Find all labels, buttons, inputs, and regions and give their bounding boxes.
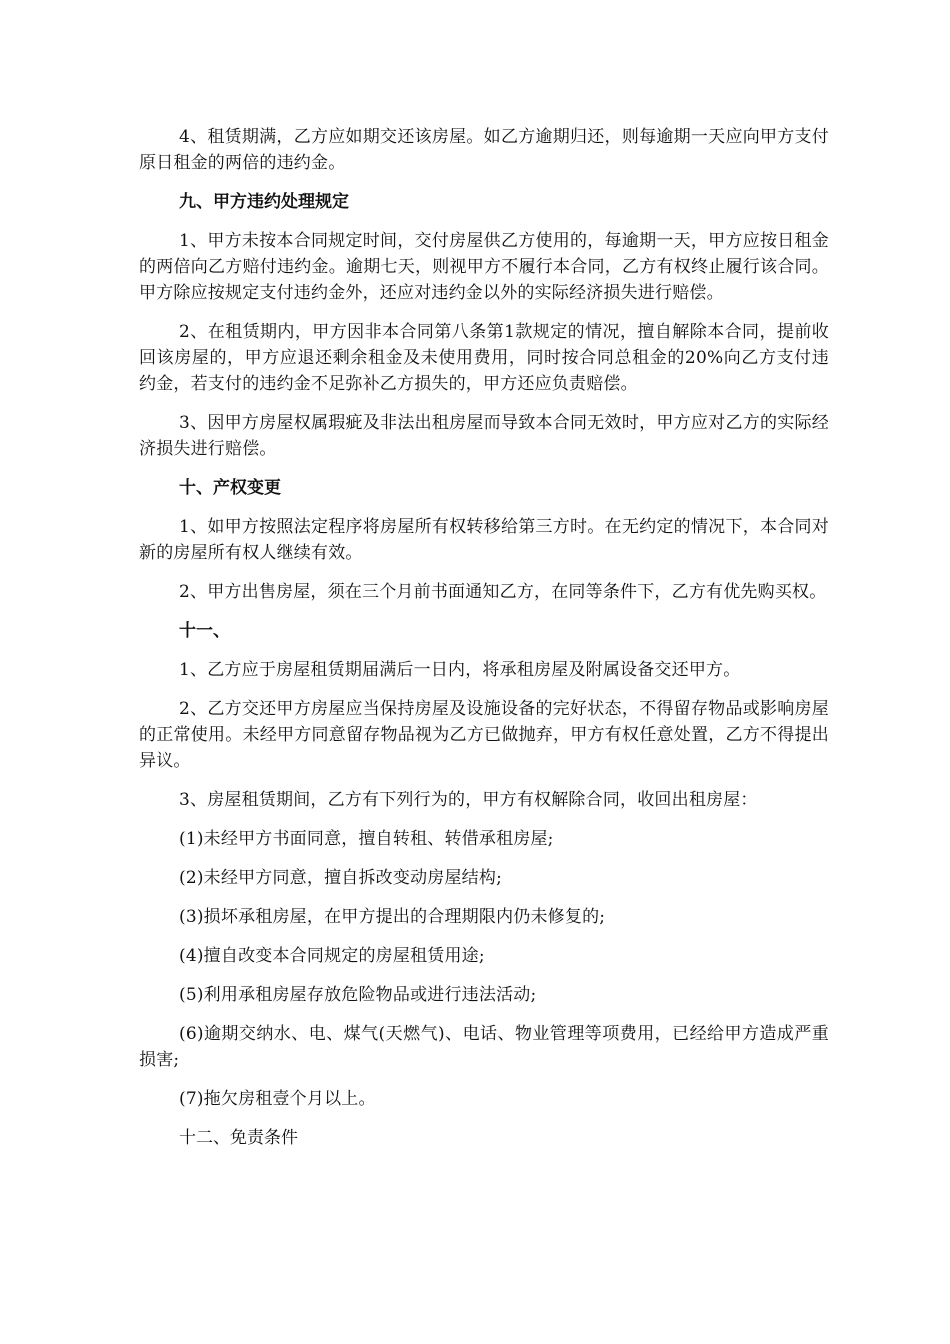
document-page bbox=[139, 124, 829, 1164]
list-item-2: (2)未经甲方同意，擅自拆改变动房屋结构; bbox=[179, 868, 503, 888]
list-item-1: (1)未经甲方书面同意，擅自转租、转借承租房屋; bbox=[179, 829, 554, 849]
list-item-4: (4)擅自改变本合同规定的房屋租赁用途; bbox=[179, 946, 485, 966]
list-item-5: (5)利用承租房屋存放危险物品或进行违法活动; bbox=[179, 985, 537, 1005]
section-heading-9: 九、甲方违约处理规定 bbox=[179, 192, 349, 212]
section-heading-12: 十二、免责条件 bbox=[179, 1128, 298, 1148]
clause-9-3: 3、因甲方房屋权属瑕疵及非法出租房屋而导致本合同无效时，甲方应对乙方的实际经济损失进行赔偿。 bbox=[139, 413, 829, 459]
clause-10-1: 1、如甲方按照法定程序将房屋所有权转移给第三方时。在无约定的情况下，本合同对新的房屋所有权人继续有效。 bbox=[139, 517, 829, 563]
clause-11-2: 2、乙方交还甲方房屋应当保持房屋及设施设备的完好状态，不得留存物品或影响房屋的正常使用。未经甲方同意留存物品视为乙方已做抛弃，甲方有权任意处置，乙方不得提出异议。 bbox=[139, 699, 829, 771]
list-item-3: (3)损坏承租房屋，在甲方提出的合理期限内仍未修复的; bbox=[179, 907, 606, 927]
section-heading-10: 十、产权变更 bbox=[179, 478, 281, 498]
clause-11-1: 1、乙方应于房屋租赁期届满后一日内，将承租房屋及附属设备交还甲方。 bbox=[179, 660, 741, 680]
clause-8-4: 4、租赁期满，乙方应如期交还该房屋。如乙方逾期归还，则每逾期一天应向甲方支付原日租金的两倍的违约金。 bbox=[139, 127, 829, 173]
clause-9-2: 2、在租赁期内，甲方因非本合同第八条第1款规定的情况，擅自解除本合同，提前收回该房屋的，甲方应退还剩余租金及未使用费用，同时按合同总租金的20%向乙方支付违约金，若支付的违约金不足弥补乙方损失的，甲方还应负责赔偿。 bbox=[139, 322, 829, 394]
section-heading-11: 十一、 bbox=[179, 621, 230, 641]
clause-11-3: 3、房屋租赁期间，乙方有下列行为的，甲方有权解除合同，收回出租房屋： bbox=[179, 790, 758, 810]
list-item-6: (6)逾期交纳水、电、煤气(天燃气)、电话、物业管理等项费用，已经给甲方造成严重损害; bbox=[139, 1024, 829, 1070]
list-item-7: (7)拖欠房租壹个月以上。 bbox=[179, 1089, 376, 1109]
clause-9-1: 1、甲方未按本合同规定时间，交付房屋供乙方使用的，每逾期一天，甲方应按日租金的两倍向乙方赔付违约金。逾期七天，则视甲方不履行本合同，乙方有权终止履行该合同。甲方除应按规定支付违约金外，还应对违约金以外的实际经济损失进行赔偿。 bbox=[139, 231, 829, 303]
clause-10-2: 2、甲方出售房屋，须在三个月前书面通知乙方，在同等条件下，乙方有优先购买权。 bbox=[179, 582, 827, 602]
